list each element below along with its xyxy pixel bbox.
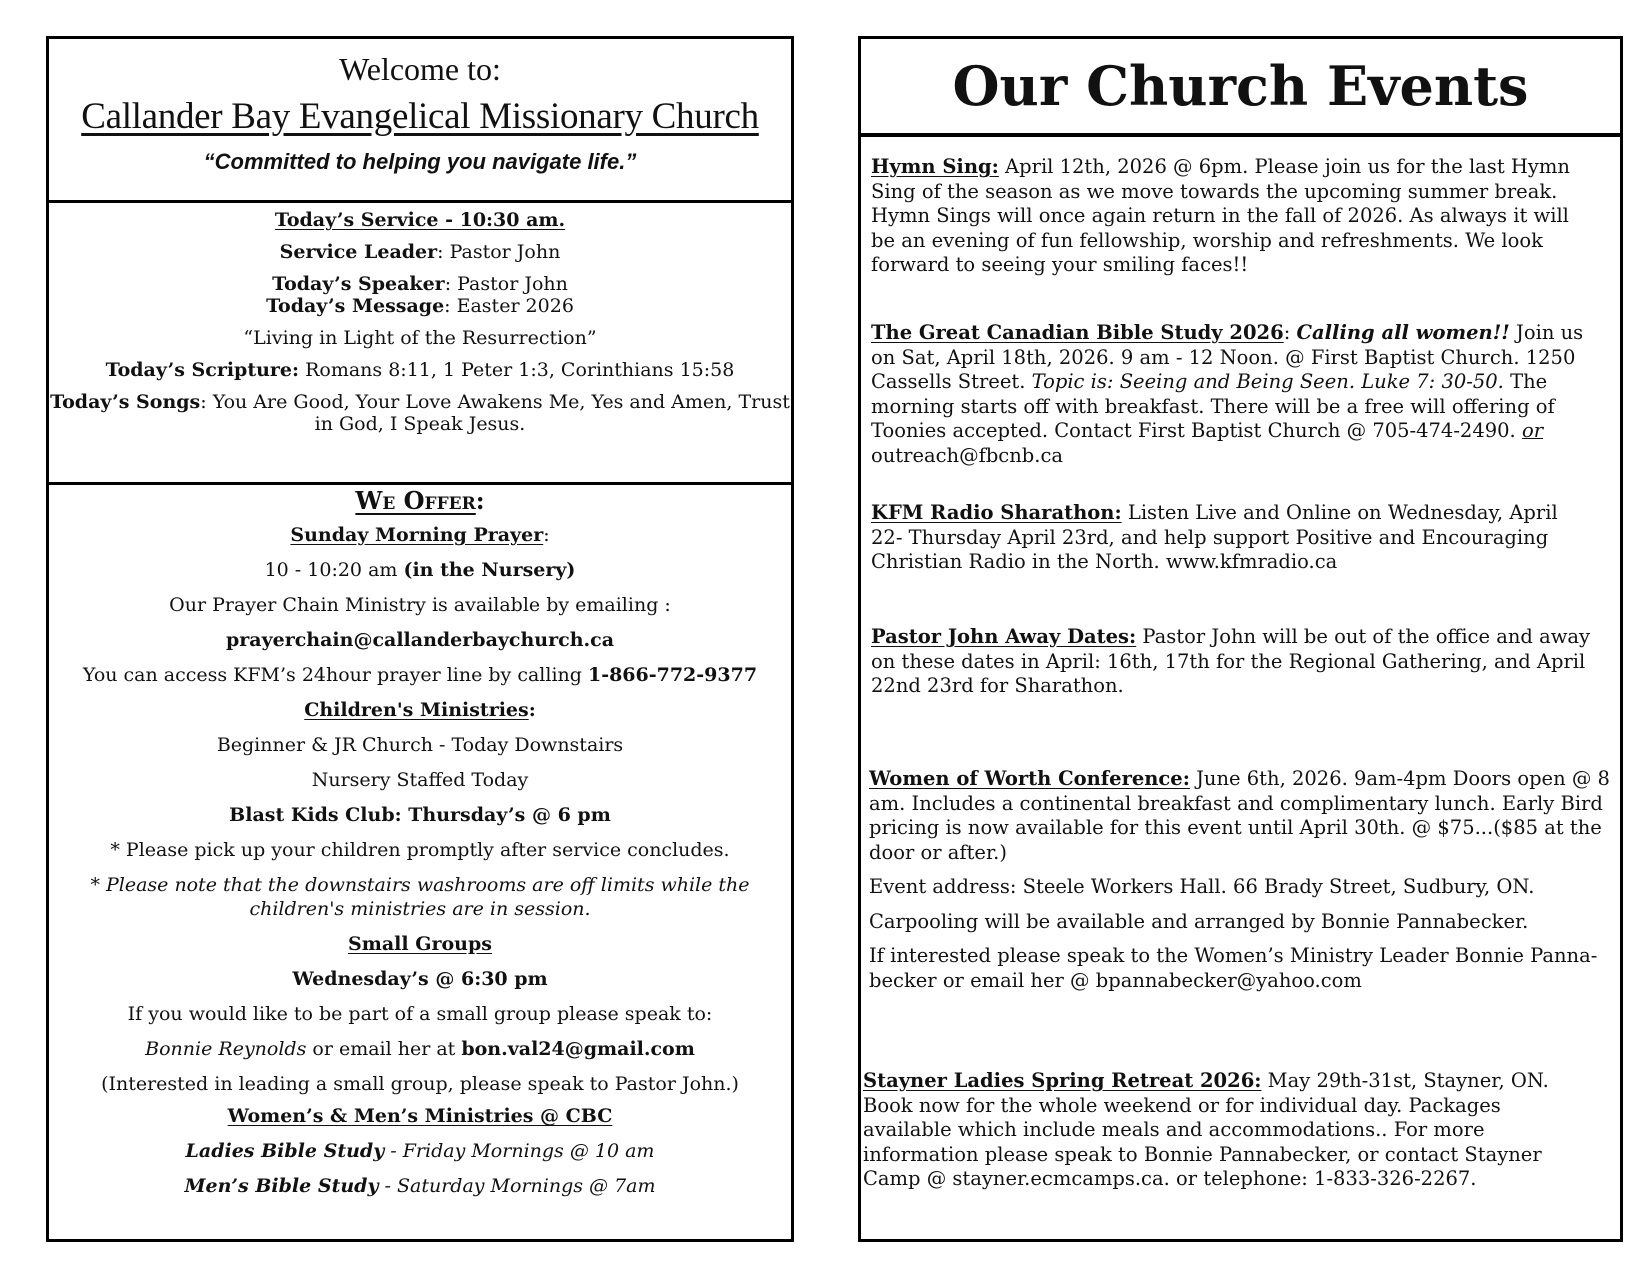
ladies-bible-study: Ladies Bible Study - Friday Mornings @ 10 am [185,1140,655,1162]
church-tagline: “Committed to helping you navigate life.” [203,149,637,174]
todays-scripture: Today’s Scripture: Romans 8:11, 1 Peter 1:3, Corinthians 15:58 [105,359,735,381]
small-groups-text: If you would like to be part of a small group please speak to: [127,1003,713,1025]
small-groups-time: Wednesday’s @ 6:30 pm [292,968,548,990]
leading-note: (Interested in leading a small group, please speak to Pastor John.) [101,1073,739,1095]
we-offer-title: We Offer [355,486,476,515]
women-event-contact: If interested please speak to the Women’s Ministry Leader Bonnie Panna-becker or email her @ bpannabecker@yahoo.com [869,944,1598,992]
message-quote: “Living in Light of the Resurrection” [243,327,597,349]
washroom-note: * Please note that the downstairs washrooms are off limits while the children's ministries are in session. [90,874,750,920]
prayer-chain-email: prayerchain@callanderbaychurch.ca [225,629,614,651]
church-name: Callander Bay Evangelical Missionary Church [81,96,759,137]
service-leader: Service Leader: Pastor John [279,241,561,263]
event-hymn-sing: Hymn Sing: April 12th, 2026 @ 6pm. Please join us for the last Hymn Sing of the season as we move towards the upcoming summer break. Hymn Sings will once again return in the fall of 2026. As always it will be an evening of fun fellowship, worship and refreshments. We look forward to seeing your smiling faces!! [871,155,1570,276]
children-line-2: Nursery Staffed Today [311,769,529,791]
todays-message: Today’s Message: Easter 2026 [266,295,574,317]
kfm-prayer-line: You can access KFM’s 24hour prayer line by calling 1-866-772-9377 [82,664,758,686]
event-stayner-retreat: Stayner Ladies Spring Retreat 2026: May 29th-31st, Stayner, ON. Book now for the whole weekend or for individual day. Packages available which include meals and accommodations.. For more information please speak to Bonnie Pannabecker, or contact Stayner Camp @ stayner.ecmcamps.ca. or telephone: 1-833-326-2267. [863,1069,1549,1190]
welcome-line: Welcome to: [339,51,501,87]
prayer-heading: Sunday Morning Prayer: [290,524,550,546]
event-bible-study: The Great Canadian Bible Study 2026: Calling all women!! Join us on Sat, April 18th, 2026. 9 am - 12 Noon. @ First Baptist Church. 1250 Cassells Street. Topic is: Seeing and Being Seen. Luke 7: 30-50. The morning starts off with breakfast. There will be a free will offering of Toonies accepted. Contact First Baptist Church @ 705-474-2490. or outreach@fbcnb.ca [871,321,1584,467]
todays-service-section [49,203,791,485]
children-line-1: Beginner & JR Church - Today Downstairs [216,734,624,756]
women-event-address: Event address: Steele Workers Hall. 66 Brady Street, Sudbury, ON. [869,875,1535,898]
we-offer-section: We Offer: Sunday Morning Prayer: 10 - 10:20 am (in the Nursery) Our Prayer Chain Ministry is available by emailing : prayerchain@callanderbaychurch.ca You can access KFM’s 24hour prayer line by calling 1-866-772-9377 Children's Ministries: Beginner & JR Church - Today Downstairs Nursery Staffed Today Blast Kids Club: Thursday’s @ 6 pm * Please pick up your children promptly after service concludes. * Please note that the downstairs washrooms are off limits while the children's ministries are in session. Small Groups Wednesday’s @ 6:30 pm If you would like to be part of a small group please speak to: Bonnie Reynolds or email her at bon.val24@gmail.com (Interested in leading a small group, please speak to Pastor John.) Women’s & Men’s Ministries @ CBC Ladies Bible Study - Friday Mornings @ 10 am Men’s Bible Study - Saturday Mornings @ 7am [49,485,791,1198]
mens-bible-study: Men’s Bible Study - Saturday Mornings @ 7am [184,1175,656,1197]
prayer-time: 10 - 10:20 am (in the Nursery) [264,559,576,581]
service-title: Today’s Service - 10:30 am. [274,209,566,231]
event-pastor-away: Pastor John Away Dates: Pastor John will be out of the office and away on these dates in April: 16th, 17th for the Regional Gathering, and April 22nd 23rd for Sharathon. [871,625,1591,697]
events-title: Our Church Events [952,54,1529,118]
small-groups-heading: Small Groups [348,933,492,955]
events-header [861,39,1620,137]
welcome-section [49,39,791,203]
todays-songs: Today’s Songs: You Are Good, Your Love Awakens Me, Yes and Amen, Trust in God, I Speak Jesus. [50,391,790,435]
pickup-note: * Please pick up your children promptly after service concludes. [110,839,730,861]
ministries-heading: Women’s & Men’s Ministries @ CBC [227,1105,613,1127]
blast-kids-club: Blast Kids Club: Thursday’s @ 6 pm [229,804,611,826]
bulletin-left-panel [46,36,794,1242]
women-event-carpool: Carpooling will be available and arranged by Bonnie Pannabecker. [869,909,1529,933]
small-groups-contact: Bonnie Reynolds or email her at bon.val24@gmail.com [145,1038,695,1060]
prayer-chain-text: Our Prayer Chain Ministry is available by emailing : [169,594,671,616]
event-kfm-sharathon: KFM Radio Sharathon: Listen Live and Online on Wednesday, April 22- Thursday April 23rd, and help support Positive and Encouraging Christian Radio in the North. www.kfmradio.ca [871,501,1558,573]
event-women-of-worth: Women of Worth Conference: June 6th, 2026. 9am-4pm Doors open @ 8 am. Includes a continental breakfast and complimentary lunch. Early Bird pricing is now available for this event until April 30th. @ $75...($85 at the door or after.) Event address: Steele Workers Hall. 66 Brady Street, Sudbury, ON. Carpooling will be available and arranged by Bonnie Pannabecker. If interested please speak to the Women’s Ministry Leader Bonnie Panna-becker or email her @ bpannabecker@yahoo.com [869,767,1614,993]
childrens-ministries-heading: Children's Ministries: [304,699,536,721]
todays-speaker: Today’s Speaker: Pastor John [272,273,568,295]
bulletin-right-panel [858,36,1623,1242]
